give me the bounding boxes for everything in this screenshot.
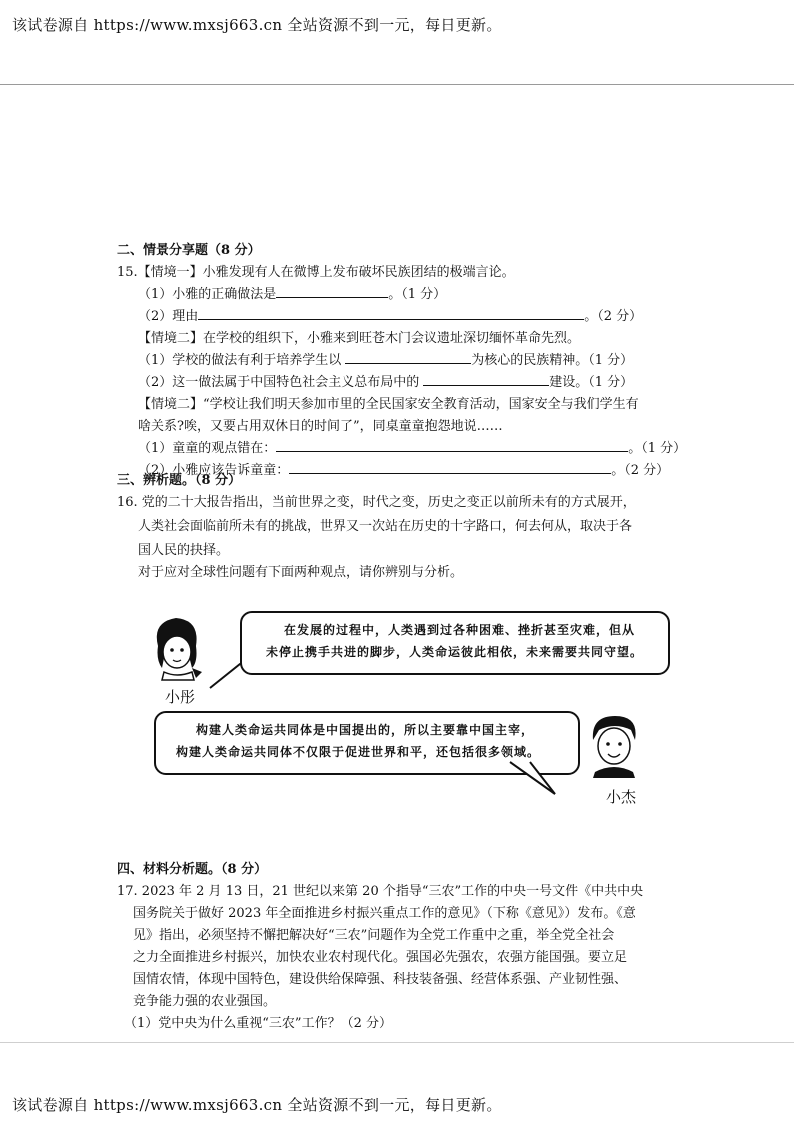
- person-label-xiaojie: 小杰: [606, 788, 637, 806]
- scene3-q2-label: （2）小雅应该告诉童童：: [138, 463, 290, 478]
- bubble2-line1: 构建人类命运共同体是中国提出的，所以主要靠中国主宰，: [196, 723, 535, 737]
- footer-divider: [0, 1042, 794, 1043]
- bubble2-line2: 构建人类命运共同体不仅限于促进世界和平，还包括很多领域。: [176, 745, 541, 759]
- scene2-text: 【情境二】在学校的组织下，小雅来到旺苍木门会议遗址深切缅怀革命先烈。: [138, 331, 581, 346]
- q17-line3: 见》指出，必须坚持不懈把解决好“三农”问题作为全党工作重中之重，举全党全社会: [133, 928, 615, 943]
- scene3-q2-score: 。（2 分）: [611, 463, 670, 478]
- scene3-q1-score: 。（1 分）: [628, 441, 687, 456]
- scene2-q2: [138, 371, 633, 390]
- footer-source-text: 该试卷源自 https://www.mxsj663.cn 全站资源不到一元，每日更新。: [12, 1096, 502, 1114]
- boy-illustration: [585, 710, 645, 778]
- q15-intro: 15.【情境一】小雅发现有人在微博上发布破坏民族团结的极端言论。: [117, 265, 515, 280]
- q15-2-label: （2）理由: [138, 309, 199, 324]
- answer-blank[interactable]: [276, 439, 628, 452]
- q16-line1: 16. 党的二十大报告指出，当前世界之变，时代之变，历史之变正以前所未有的方式展开，: [117, 495, 636, 510]
- scene3-q1-label: （1）童童的观点错在：: [138, 441, 277, 456]
- answer-blank[interactable]: [423, 373, 549, 386]
- scene3-q1: [138, 437, 686, 456]
- q15-2: [138, 305, 642, 324]
- answer-blank[interactable]: [345, 351, 471, 364]
- header-source-text: 该试卷源自 https://www.mxsj663.cn 全站资源不到一元，每日更新。: [12, 16, 502, 34]
- section3-title: 三、辨析题。（8 分）: [117, 473, 242, 488]
- q16-line2: 人类社会面临前所未有的挑战，世界又一次站在历史的十字路口，何去何从，取决于各: [138, 519, 633, 534]
- bubble2-tail: [500, 760, 570, 800]
- bubble1-line2: 未停止携手共进的脚步，人类命运彼此相依，未来需要共同守望。: [266, 645, 644, 659]
- person-label-xiaotong: 小彤: [165, 688, 196, 706]
- q15-2-score: 。（2 分）: [584, 309, 643, 324]
- scene2-q1-label: （1）学校的做法有利于培养学生以: [138, 353, 342, 368]
- q15-1-label: （1）小雅的正确做法是: [138, 287, 277, 302]
- scene2-q2-label: （2）这一做法属于中国特色社会主义总布局中的: [138, 375, 420, 390]
- section4-title: 四、材料分析题。（8 分）: [117, 862, 268, 877]
- scene3-line2: 啥关系?唉，又要占用双休日的时间了”，同桌童童抱怨地说……: [138, 419, 503, 434]
- q17-line2: 国务院关于做好 2023 年全面推进乡村振兴重点工作的意见》（下称《意见》）发布。《意: [133, 906, 636, 921]
- section2-title: 二、情景分享题（8 分）: [117, 243, 261, 258]
- answer-blank[interactable]: [289, 461, 611, 474]
- q16-line3: 国人民的抉择。: [138, 543, 230, 558]
- q16-line4: 对于应对全球性问题有下面两种观点，请你辨别与分析。: [138, 565, 464, 580]
- bubble1-line1: 在发展的过程中，人类遇到过各种困难、挫折甚至灾难，但从: [284, 623, 636, 637]
- q17-subquestion-1: （1）党中央为什么重视“三农”工作？（2 分）: [124, 1016, 392, 1031]
- q17-line4: 之力全面推进乡村振兴，加快农业农村现代化。强国必先强农，农强方能国强。要立足: [133, 950, 628, 965]
- scene2-q1-score: 为核心的民族精神。（1 分）: [471, 353, 634, 368]
- speech-bubble-xiaotong: [240, 611, 670, 675]
- answer-blank[interactable]: [198, 307, 584, 320]
- q15-1: [138, 283, 446, 302]
- answer-blank[interactable]: [276, 285, 388, 298]
- q17-line6: 竞争能力强的农业强国。: [133, 994, 277, 1009]
- q15-1-score: 。（1 分）: [388, 287, 447, 302]
- q17-line1: 17. 2023 年 2 月 13 日，21 世纪以来第 20 个指导“三农”工作的中央一号文件《中共中央: [117, 884, 644, 899]
- girl-illustration: [148, 612, 208, 680]
- q17-line5: 国情农情，体现中国特色，建设供给保障强、科技装备强、经营体系强、产业韧性强、: [133, 972, 628, 987]
- header-divider: [0, 84, 794, 85]
- scene2-q1: [138, 349, 633, 368]
- scene3-line1: 【情境二】“学校让我们明天参加市里的全民国家安全教育活动，国家安全与我们学生有: [138, 397, 639, 412]
- scene2-q2-score: 建设。（1 分）: [549, 375, 634, 390]
